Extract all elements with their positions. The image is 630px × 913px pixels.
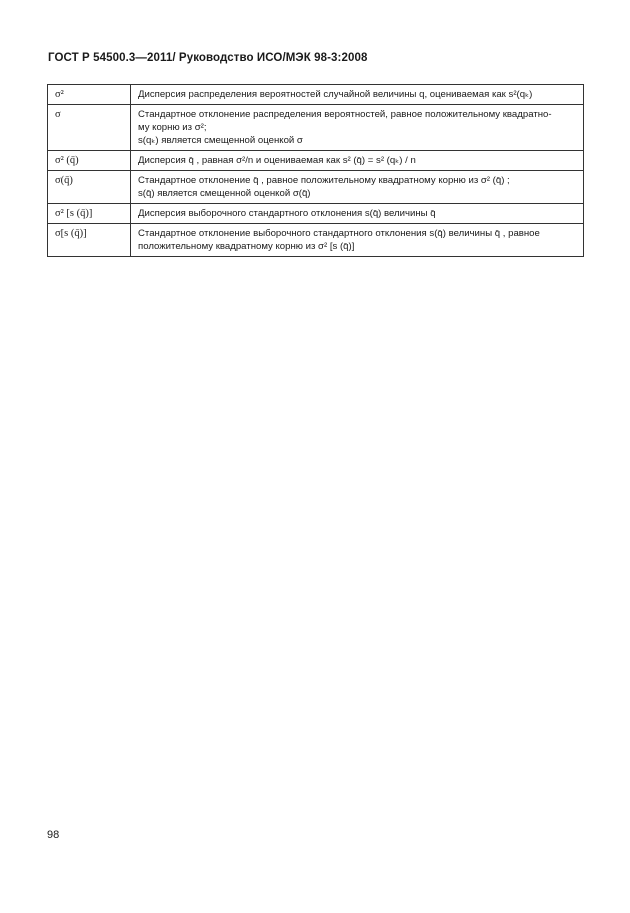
description-line: положительному квадратному корню из σ² [s (q̄)] [138, 241, 355, 252]
table-row [48, 85, 584, 105]
description-line: s(qₖ) является смещенной оценкой σ [138, 135, 303, 146]
table-row [48, 204, 584, 224]
document-header: ГОСТ Р 54500.3—2011/ Руководство ИСО/МЭК 98-3:2008 [48, 52, 368, 64]
table-row [48, 151, 584, 171]
symbol-cell: σ² (q̄) [48, 151, 131, 171]
table-row [48, 105, 584, 151]
symbol-cell: σ² [48, 85, 131, 105]
description-line: Дисперсия распределения вероятностей случайной величины q, оцениваемая как s²(qₖ) [138, 89, 533, 100]
symbol-cell: σ [48, 105, 131, 151]
description-cell [131, 224, 584, 257]
table-row [48, 171, 584, 204]
description-cell [131, 204, 584, 224]
description-line: Дисперсия q̄ , равная σ²/n и оцениваемая как s² (q̄) = s² (qₖ) / n [138, 155, 416, 166]
symbol-cell: σ[s (q̄)] [48, 224, 131, 257]
symbol-cell: σ(q̄) [48, 171, 131, 204]
table-row [48, 224, 584, 257]
description-line: Стандартное отклонение q̄ , равное положительному квадратному корню из σ² (q̄) ; [138, 175, 510, 186]
description-line: Стандартное отклонение распределения вероятностей, равное положительному квадратно- [138, 109, 552, 120]
symbols-table [47, 84, 584, 257]
description-cell [131, 85, 584, 105]
description-cell [131, 105, 584, 151]
symbol-cell: σ² [s (q̄)] [48, 204, 131, 224]
description-line: s(q̄) является смещенной оценкой σ(q̄) [138, 188, 311, 199]
description-cell [131, 151, 584, 171]
description-line: му корню из σ²; [138, 122, 207, 133]
page-number: 98 [47, 829, 60, 841]
description-line: Дисперсия выборочного стандартного отклонения s(q̄) величины q̄ [138, 208, 436, 219]
description-line: Стандартное отклонение выборочного стандартного отклонения s(q̄) величины q̄ , равное [138, 228, 540, 239]
description-cell [131, 171, 584, 204]
